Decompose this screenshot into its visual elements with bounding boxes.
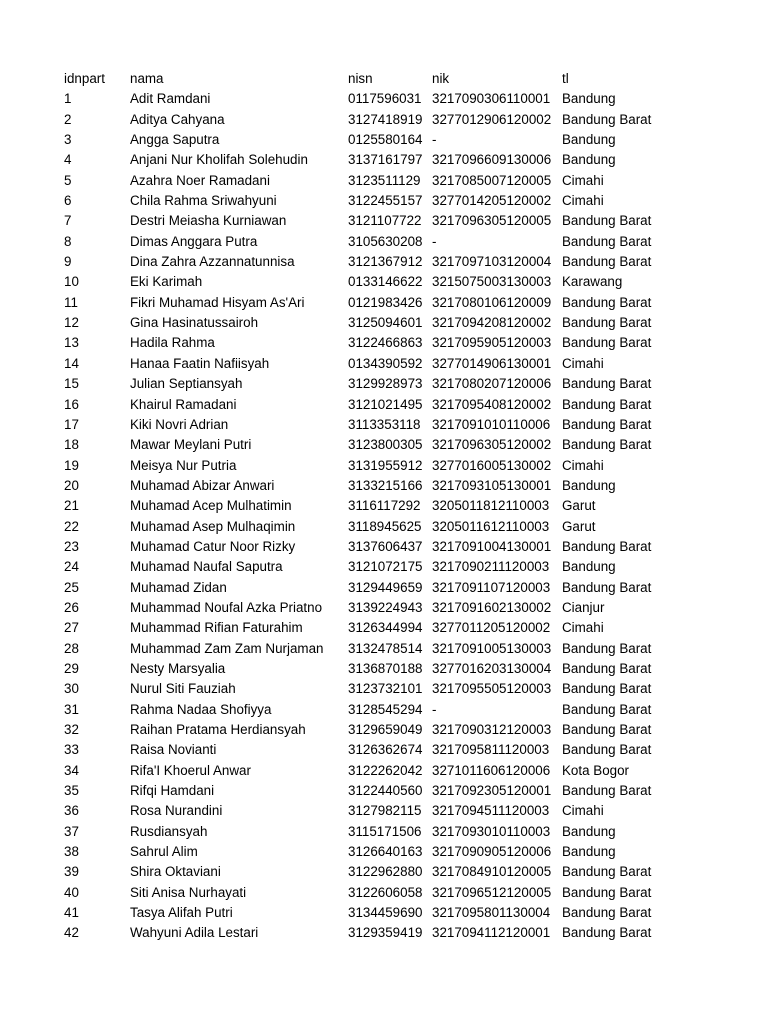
- cell-nik: 3217096305120005: [432, 213, 552, 229]
- cell-idnpart: 16: [64, 396, 79, 412]
- cell-nama: Hanaa Faatin Nafiisyah: [130, 355, 270, 371]
- cell-idnpart: 13: [64, 335, 79, 351]
- cell-nisn: 3129659049: [348, 722, 423, 737]
- header-nama: nama: [130, 71, 164, 86]
- cell-idnpart: 11: [64, 294, 78, 310]
- cell-idnpart: 33: [64, 742, 79, 758]
- cell-nama: Muhammad Rifian Faturahim: [130, 620, 303, 636]
- cell-tl: Bandung Barat: [562, 294, 652, 310]
- cell-nama: Angga Saputra: [130, 132, 220, 148]
- cell-idnpart: 3: [64, 132, 72, 148]
- cell-idnpart: 14: [64, 355, 79, 371]
- cell-nama: Siti Anisa Nurhayati: [130, 884, 247, 900]
- cell-nik: 3217091602130002: [432, 599, 552, 615]
- cell-nisn: 3118945625: [348, 518, 422, 534]
- cell-idnpart: 15: [64, 376, 79, 392]
- cell-idnpart: 22: [64, 518, 79, 534]
- cell-idnpart: 40: [64, 884, 79, 900]
- cell-nisn: 3126640163: [348, 844, 423, 860]
- cell-nama: Destri Meiasha Kurniawan: [130, 213, 287, 229]
- cell-tl: Bandung Barat: [562, 722, 652, 737]
- cell-nama: Muhamad Zidan: [130, 579, 227, 595]
- cell-idnpart: 31: [64, 701, 79, 717]
- cell-nama: Dimas Anggara Putra: [130, 233, 258, 249]
- cell-nama: Anjani Nur Kholifah Solehudin: [130, 152, 308, 168]
- cell-nama: Chila Rahma Sriwahyuni: [130, 193, 277, 209]
- cell-nik: 3217095505120003: [432, 681, 552, 697]
- cell-nisn: 3137161797: [348, 152, 423, 168]
- cell-tl: Bandung Barat: [562, 111, 652, 127]
- cell-idnpart: 28: [64, 640, 79, 656]
- cell-nama: Meisya Nur Putria: [130, 457, 237, 473]
- cell-nisn: 3127982115: [348, 803, 422, 819]
- cell-nisn: 3131955912: [348, 457, 423, 473]
- cell-nama: Muhammad Zam Zam Nurjaman: [130, 640, 324, 656]
- cell-nik: 3217095811120003: [432, 742, 550, 758]
- cell-nik: -: [432, 233, 437, 249]
- cell-nisn: 3129359419: [348, 925, 423, 941]
- cell-nisn: 3121021495: [348, 396, 423, 412]
- cell-nik: 3217090211120003: [432, 559, 550, 575]
- cell-nisn: 3126362674: [348, 742, 423, 758]
- cell-nisn: 3123800305: [348, 437, 423, 453]
- cell-idnpart: 5: [64, 172, 72, 188]
- cell-tl: Bandung Barat: [562, 315, 652, 331]
- cell-nisn: 3122962880: [348, 864, 423, 880]
- cell-nisn: 3132478514: [348, 640, 423, 656]
- cell-tl: Bandung Barat: [562, 437, 652, 453]
- cell-nisn: 3121072175: [348, 559, 423, 575]
- cell-tl: Karawang: [562, 274, 623, 290]
- cell-idnpart: 4: [64, 152, 72, 168]
- cell-nama: Adit Ramdani: [130, 91, 211, 107]
- cell-idnpart: 39: [64, 864, 79, 880]
- cell-nisn: 3122262042: [348, 762, 423, 778]
- cell-nik: 3217092305120001: [432, 783, 552, 799]
- cell-nama: Fikri Muhamad Hisyam As'Ari: [130, 294, 305, 310]
- cell-nisn: 3121107722: [348, 213, 422, 229]
- cell-tl: Bandung Barat: [562, 925, 652, 941]
- cell-nisn: 0117596031: [348, 91, 422, 107]
- cell-nisn: 3136870188: [348, 660, 423, 676]
- cell-nama: Eki Karimah: [130, 274, 203, 290]
- cell-tl: Bandung Barat: [562, 701, 652, 717]
- cell-nik: 3217095801130004: [432, 905, 551, 921]
- cell-idnpart: 19: [64, 457, 79, 473]
- cell-tl: Bandung: [562, 132, 616, 148]
- cell-tl: Bandung Barat: [562, 905, 652, 921]
- cell-nama: Aditya Cahyana: [130, 111, 225, 127]
- cell-nama: Azahra Noer Ramadani: [130, 172, 270, 188]
- cell-nik: 3217080106120009: [432, 294, 552, 310]
- cell-nik: 3217090312120003: [432, 722, 552, 737]
- cell-nama: Raihan Pratama Herdiansyah: [130, 722, 306, 737]
- cell-nama: Sahrul Alim: [130, 844, 198, 860]
- cell-idnpart: 37: [64, 823, 79, 839]
- cell-nik: 3217096512120005: [432, 884, 552, 900]
- cell-nik: 3217094208120002: [432, 315, 552, 331]
- cell-nama: Muhamad Acep Mulhatimin: [130, 498, 292, 514]
- cell-nik: 3217097103120004: [432, 254, 552, 270]
- cell-nik: 3217085007120005: [432, 172, 552, 188]
- cell-tl: Bandung: [562, 844, 616, 860]
- cell-nik: 3217080207120006: [432, 376, 552, 392]
- cell-idnpart: 20: [64, 477, 79, 493]
- cell-idnpart: 35: [64, 783, 79, 799]
- cell-nama: Wahyuni Adila Lestari: [130, 925, 259, 941]
- cell-nik: 3217096305120002: [432, 437, 552, 453]
- cell-nik: 3217094511120003: [432, 803, 550, 819]
- cell-idnpart: 29: [64, 660, 79, 676]
- cell-nik: 3217091005130003: [432, 640, 552, 656]
- cell-nisn: 3105630208: [348, 233, 423, 249]
- cell-nisn: 0134390592: [348, 355, 423, 371]
- cell-tl: Bandung Barat: [562, 579, 652, 595]
- cell-idnpart: 12: [64, 315, 79, 331]
- header-nisn: nisn: [348, 71, 373, 86]
- cell-nisn: 3122440560: [348, 783, 423, 799]
- cell-nisn: 3129449659: [348, 579, 423, 595]
- cell-nama: Hadila Rahma: [130, 335, 215, 351]
- cell-idnpart: 25: [64, 579, 79, 595]
- cell-idnpart: 41: [64, 905, 79, 921]
- cell-nama: Muhamad Naufal Saputra: [130, 559, 283, 575]
- cell-nik: 3217090905120006: [432, 844, 552, 860]
- cell-nama: Raisa Novianti: [130, 742, 217, 758]
- cell-tl: Bandung Barat: [562, 864, 652, 880]
- cell-nik: 3271011606120006: [432, 762, 551, 778]
- cell-tl: Cimahi: [562, 803, 604, 819]
- cell-tl: Bandung Barat: [562, 416, 652, 432]
- cell-tl: Cimahi: [562, 172, 604, 188]
- cell-nama: Muhamad Catur Noor Rizky: [130, 538, 296, 554]
- cell-nisn: 3122606058: [348, 884, 423, 900]
- cell-nik: 3205011612110003: [432, 518, 550, 534]
- cell-nik: 3215075003130003: [432, 274, 552, 290]
- cell-nisn: 3115171506: [348, 823, 422, 839]
- cell-nik: 3217093010110003: [432, 823, 551, 839]
- cell-tl: Cianjur: [562, 599, 605, 615]
- cell-nik: 3277016203130004: [432, 660, 552, 676]
- cell-idnpart: 8: [64, 233, 72, 249]
- cell-tl: Bandung Barat: [562, 640, 652, 656]
- cell-tl: Bandung Barat: [562, 213, 652, 229]
- cell-tl: Bandung Barat: [562, 254, 652, 270]
- cell-tl: Cimahi: [562, 620, 604, 636]
- cell-nama: Rosa Nurandini: [130, 803, 223, 819]
- cell-idnpart: 21: [64, 498, 79, 514]
- cell-idnpart: 18: [64, 437, 79, 453]
- cell-nisn: 3139224943: [348, 599, 423, 615]
- cell-nik: 3277016005130002: [432, 457, 552, 473]
- cell-nisn: 3121367912: [348, 254, 423, 270]
- cell-nama: Rahma Nadaa Shofiyya: [130, 701, 272, 717]
- cell-idnpart: 26: [64, 599, 79, 615]
- cell-idnpart: 42: [64, 925, 79, 941]
- cell-nisn: 3134459690: [348, 905, 423, 921]
- cell-tl: Kota Bogor: [562, 762, 629, 778]
- cell-nisn: 3127418919: [348, 111, 423, 127]
- cell-tl: Garut: [562, 498, 596, 514]
- cell-tl: Bandung Barat: [562, 783, 652, 799]
- cell-nama: Shira Oktaviani: [130, 864, 221, 880]
- cell-nama: Muhammad Noufal Azka Priatno: [130, 599, 323, 615]
- cell-nik: 3217095408120002: [432, 396, 552, 412]
- cell-nik: 3217090306110001: [432, 91, 551, 107]
- cell-idnpart: 1: [64, 91, 72, 107]
- cell-nik: 3217095905120003: [432, 335, 552, 351]
- cell-idnpart: 6: [64, 193, 72, 209]
- cell-tl: Cimahi: [562, 193, 604, 209]
- cell-nama: Rifa'I Khoerul Anwar: [130, 762, 251, 778]
- cell-tl: Bandung Barat: [562, 660, 652, 676]
- cell-nik: 3217091010110006: [432, 416, 551, 432]
- cell-nik: 3217093105130001: [432, 477, 552, 493]
- cell-nisn: 3123511129: [348, 172, 421, 188]
- cell-nama: Muhamad Asep Mulhaqimin: [130, 518, 296, 534]
- cell-tl: Bandung Barat: [562, 681, 652, 697]
- cell-nisn: 3113353118: [348, 416, 421, 432]
- cell-nik: 3277011205120002: [432, 620, 551, 636]
- cell-nik: 3277014906130001: [432, 355, 552, 371]
- cell-tl: Bandung Barat: [562, 884, 652, 900]
- cell-tl: Garut: [562, 518, 596, 534]
- cell-nisn: 3137606437: [348, 538, 423, 554]
- cell-idnpart: 36: [64, 803, 79, 819]
- cell-nisn: 3129928973: [348, 376, 423, 392]
- cell-nik: 3217084910120005: [432, 864, 552, 880]
- cell-nama: Khairul Ramadani: [130, 396, 237, 412]
- cell-idnpart: 9: [64, 254, 72, 270]
- cell-tl: Bandung Barat: [562, 396, 652, 412]
- cell-nik: -: [432, 132, 437, 148]
- cell-nisn: 0121983426: [348, 294, 423, 310]
- cell-tl: Cimahi: [562, 457, 604, 473]
- cell-nik: 3217091004130001: [432, 538, 552, 554]
- cell-idnpart: 30: [64, 681, 79, 697]
- cell-tl: Bandung: [562, 152, 616, 168]
- cell-tl: Bandung: [562, 91, 616, 107]
- cell-idnpart: 24: [64, 559, 79, 575]
- cell-nama: Dina Zahra Azzannatunnisa: [130, 254, 295, 270]
- cell-nisn: 3133215166: [348, 477, 423, 493]
- cell-tl: Bandung: [562, 559, 616, 575]
- header-idnpart: idnpart: [64, 71, 105, 86]
- cell-nisn: 3116117292: [348, 498, 421, 514]
- cell-nik: 3277012906120002: [432, 111, 552, 127]
- cell-tl: Bandung: [562, 823, 616, 839]
- cell-tl: Bandung: [562, 477, 616, 493]
- cell-nama: Rifqi Hamdani: [130, 783, 215, 799]
- cell-nisn: 0125580164: [348, 132, 423, 148]
- header-tl: tl: [562, 71, 569, 86]
- cell-idnpart: 38: [64, 844, 79, 860]
- cell-nama: Muhamad Abizar Anwari: [130, 477, 275, 493]
- cell-nama: Rusdiansyah: [130, 823, 208, 839]
- cell-nik: 3205011812110003: [432, 498, 550, 514]
- cell-tl: Bandung Barat: [562, 335, 652, 351]
- cell-nisn: 3125094601: [348, 315, 423, 331]
- cell-nisn: 3122466863: [348, 335, 423, 351]
- cell-nama: Mawar Meylani Putri: [130, 437, 252, 453]
- cell-idnpart: 10: [64, 274, 79, 290]
- cell-idnpart: 34: [64, 762, 79, 778]
- cell-nama: Nesty Marsyalia: [130, 660, 226, 676]
- cell-idnpart: 32: [64, 722, 79, 737]
- cell-nisn: 3126344994: [348, 620, 423, 636]
- cell-nisn: 0133146622: [348, 274, 423, 290]
- cell-tl: Bandung Barat: [562, 376, 652, 392]
- cell-nik: -: [432, 701, 437, 717]
- cell-nisn: 3123732101: [348, 681, 423, 697]
- cell-nisn: 3128545294: [348, 701, 423, 717]
- cell-idnpart: 27: [64, 620, 79, 636]
- cell-nama: Gina Hasinatussairoh: [130, 315, 259, 331]
- cell-nama: Kiki Novri Adrian: [130, 416, 229, 432]
- cell-nama: Julian Septiansyah: [130, 376, 243, 392]
- cell-idnpart: 17: [64, 416, 79, 432]
- cell-idnpart: 23: [64, 538, 79, 554]
- cell-nik: 3277014205120002: [432, 193, 552, 209]
- cell-tl: Cimahi: [562, 355, 604, 371]
- cell-nisn: 3122455157: [348, 193, 423, 209]
- cell-idnpart: 2: [64, 111, 72, 127]
- cell-nik: 3217091107120003: [432, 579, 551, 595]
- cell-nama: Tasya Alifah Putri: [130, 905, 233, 921]
- cell-tl: Bandung Barat: [562, 742, 652, 758]
- cell-nama: Nurul Siti Fauziah: [130, 681, 236, 697]
- cell-idnpart: 7: [64, 213, 72, 229]
- cell-nik: 3217094112120001: [432, 925, 551, 941]
- cell-nik: 3217096609130006: [432, 152, 552, 168]
- cell-tl: Bandung Barat: [562, 538, 652, 554]
- header-nik: nik: [432, 71, 450, 86]
- cell-tl: Bandung Barat: [562, 233, 652, 249]
